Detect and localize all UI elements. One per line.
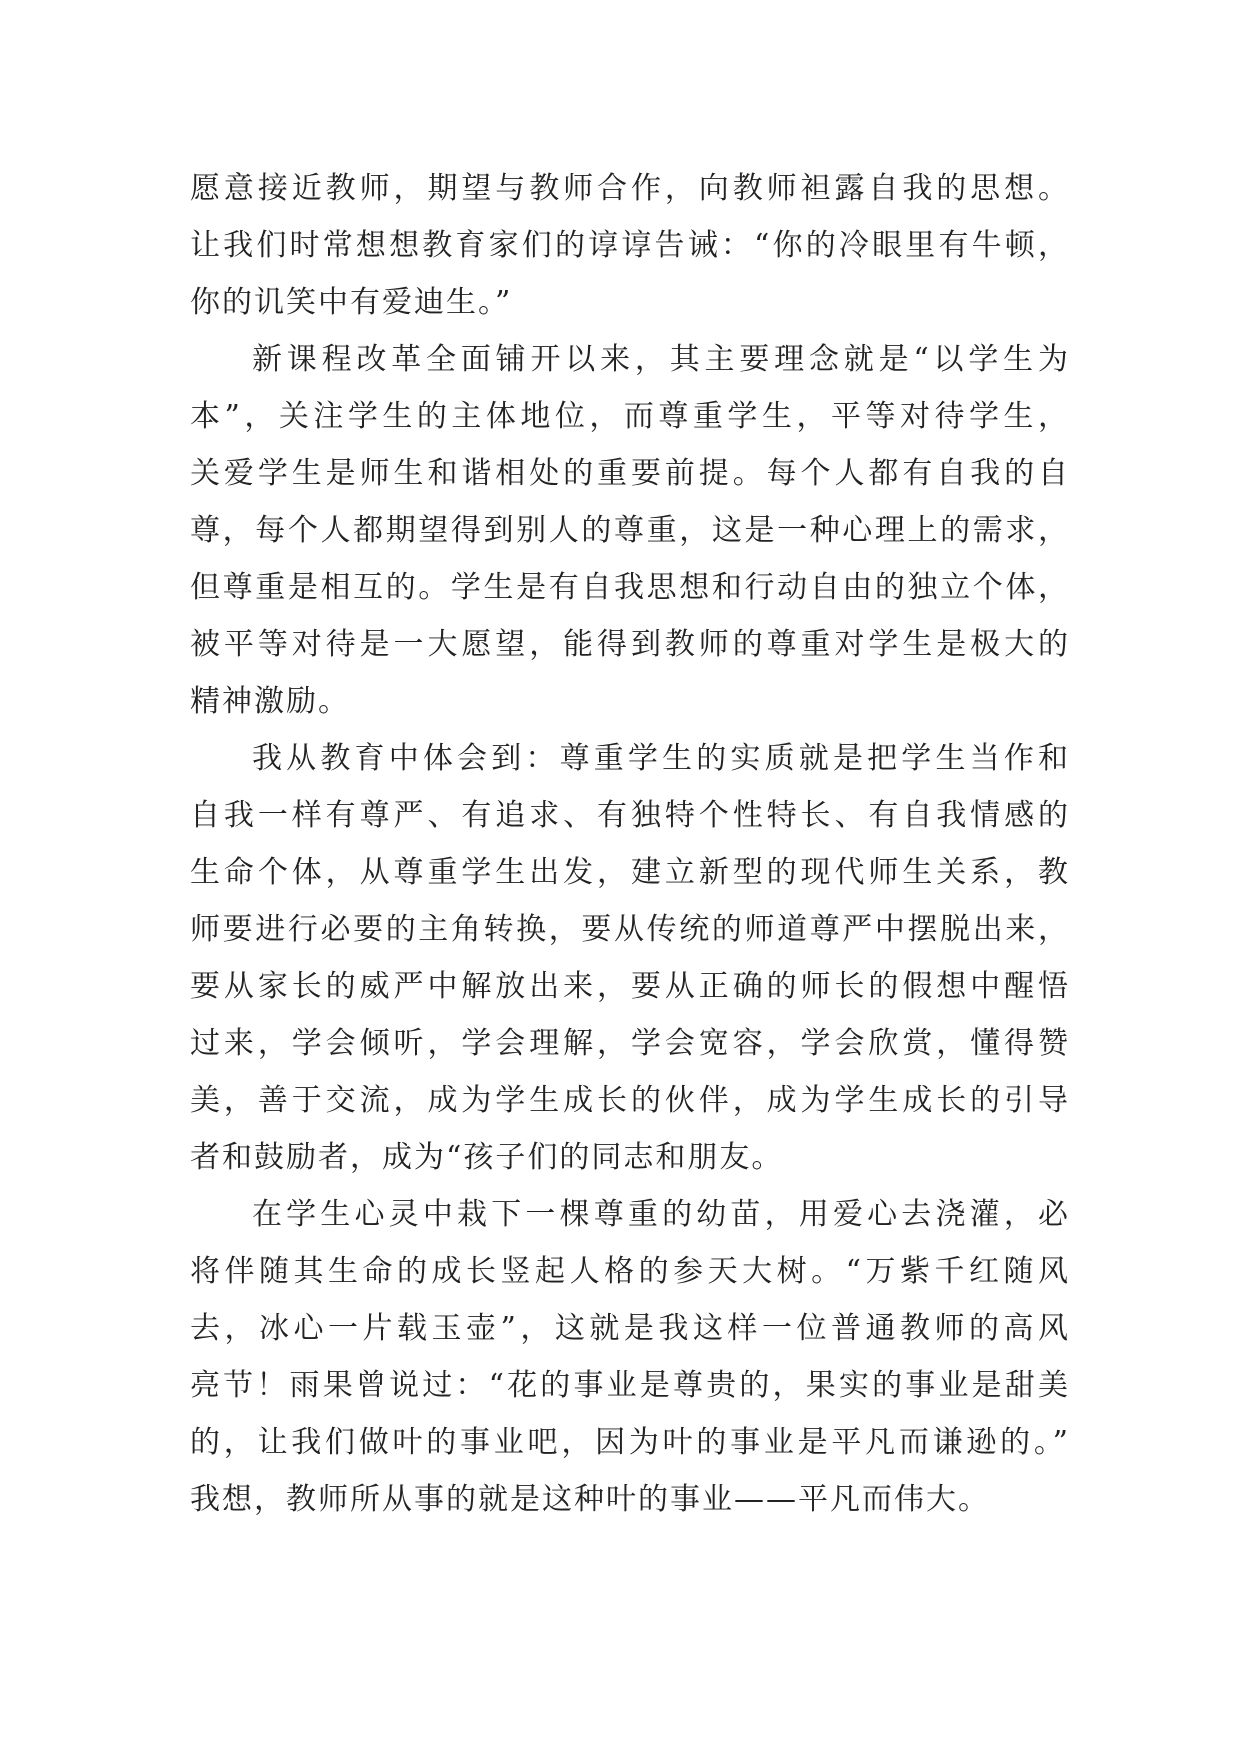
text-line: 将伴随其生命的成长竖起人格的参天大树。“万紫千红随风 [190,1254,1070,1289]
text-line: 过来，学会倾听，学会理解，学会宽容，学会欣赏，懂得赞 [190,1026,1070,1061]
text-line: 被平等对待是一大愿望，能得到教师的尊重对学生是极大的 [190,627,1070,662]
text-line: 师要进行必要的主角转换，要从传统的师道尊严中摆脱出来， [190,912,1070,947]
text-line: 亮节！雨果曾说过：“花的事业是尊贵的，果实的事业是甜美 [190,1368,1070,1403]
text-line: 去，冰心一片载玉壶”，这就是我这样一位普通教师的高风 [190,1311,1070,1346]
text-line: 要从家长的威严中解放出来，要从正确的师长的假想中醒悟 [190,969,1070,1004]
text-line: 我想，教师所从事的就是这种叶的事业——平凡而伟大。 [190,1482,990,1517]
text-line: 新课程改革全面铺开以来，其主要理念就是“以学生为 [252,342,1070,377]
text-line: 愿意接近教师，期望与教师合作，向教师袒露自我的思想。 [190,171,1070,206]
document-body [190,160,1070,1528]
text-line: 尊，每个人都期望得到别人的尊重，这是一种心理上的需求， [190,513,1070,548]
text-line: 我从教育中体会到：尊重学生的实质就是把学生当作和 [252,741,1070,776]
text-line: 的，让我们做叶的事业吧，因为叶的事业是平凡而谦逊的。” [190,1425,1070,1460]
text-line: 者和鼓励者，成为“孩子们的同志和朋友。 [190,1140,784,1175]
text-line: 让我们时常想想教育家们的谆谆告诫：“你的冷眼里有牛顿， [190,228,1070,263]
text-line: 自我一样有尊严、有追求、有独特个性特长、有自我情感的 [190,798,1070,833]
text-line: 本”，关注学生的主体地位，而尊重学生，平等对待学生， [190,399,1070,434]
text-line: 在学生心灵中栽下一棵尊重的幼苗，用爱心去浇灌，必 [252,1197,1070,1232]
text-line: 你的讥笑中有爱迪生。” [190,285,513,320]
text-line: 但尊重是相互的。学生是有自我思想和行动自由的独立个体， [190,570,1070,605]
text-line: 美，善于交流，成为学生成长的伙伴，成为学生成长的引导 [190,1083,1070,1118]
text-line: 关爱学生是师生和谐相处的重要前提。每个人都有自我的自 [190,456,1070,491]
text-line: 精神激励。 [190,684,350,719]
text-line: 生命个体，从尊重学生出发，建立新型的现代师生关系，教 [190,855,1070,890]
